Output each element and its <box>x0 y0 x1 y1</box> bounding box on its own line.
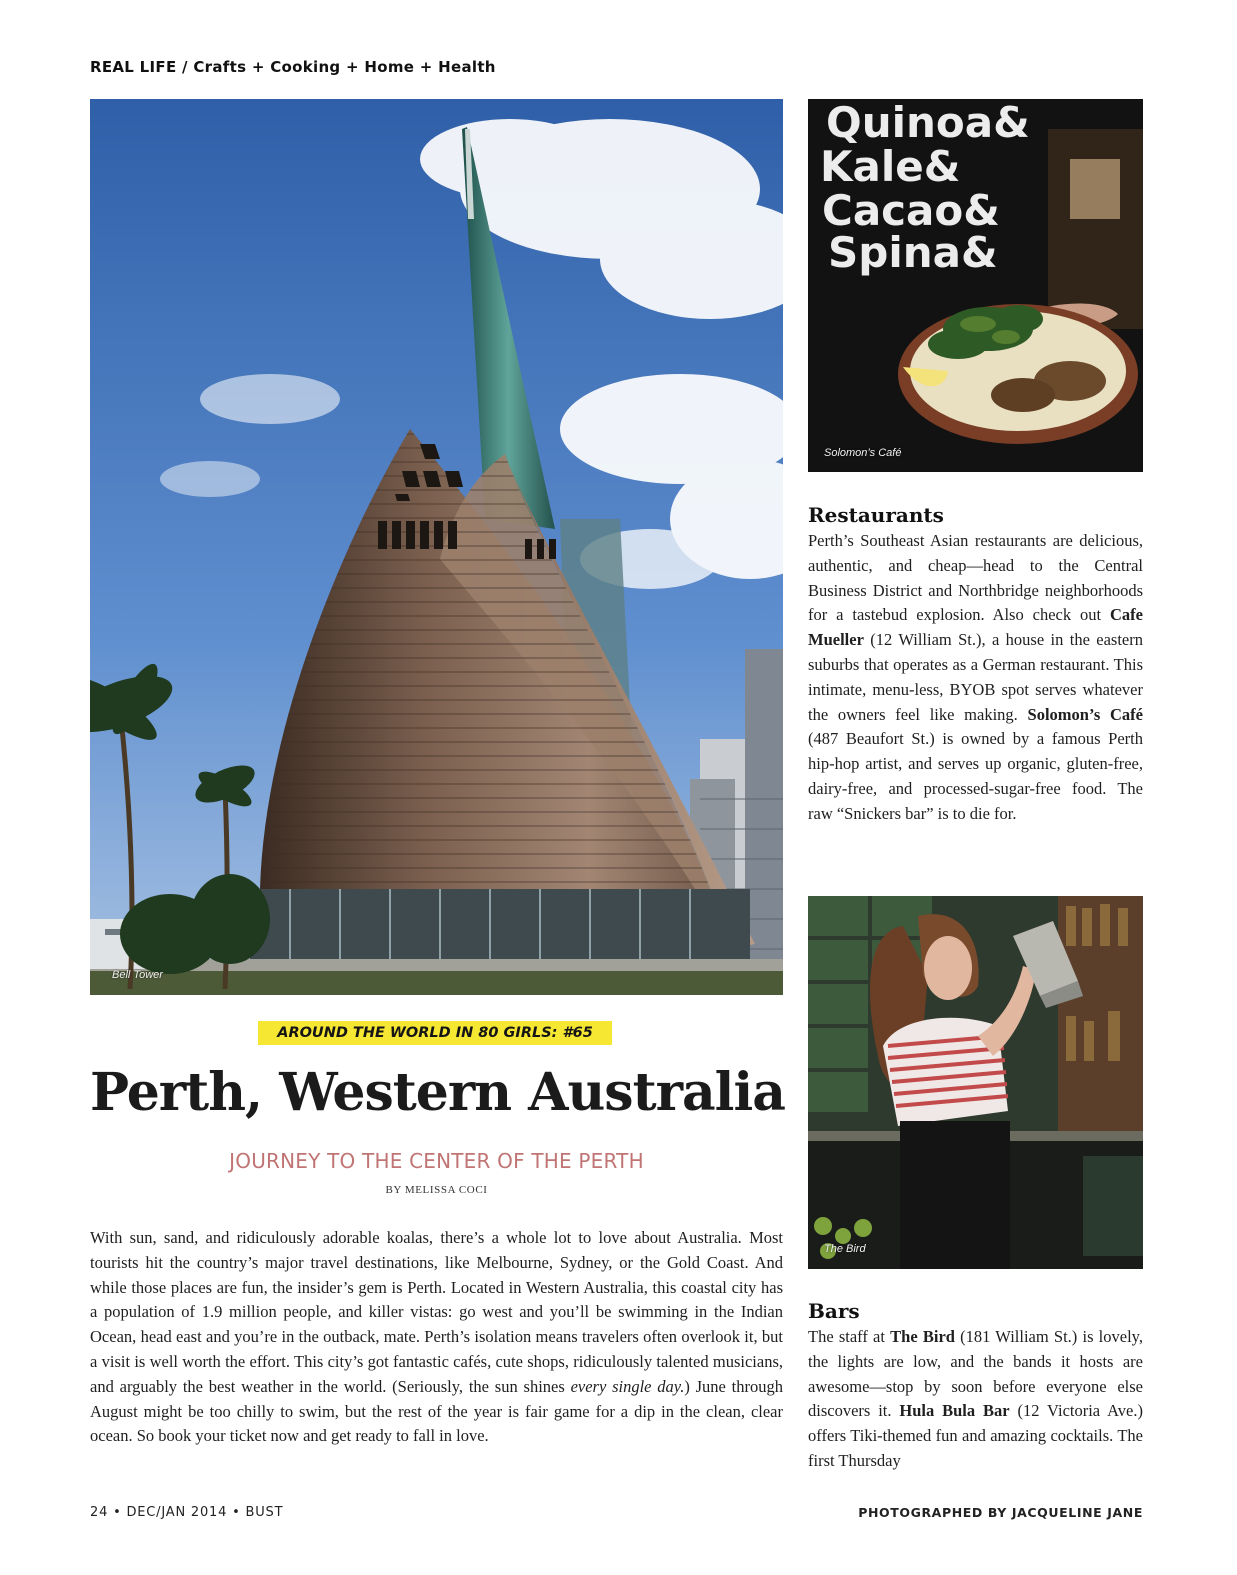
the-bird-name: The Bird <box>890 1327 955 1346</box>
bird-photo <box>808 896 1143 1269</box>
restaurants-text: Perth’s Southeast Asian restaurants are delicious, authentic, and cheap—head to the Central Business District and Northbridge neighborhoods for a tastebud explosion. Also check out Cafe Mueller (12 William St.), a house in the eastern suburbs that operates as a German restaurant. This intimate, menu-less, BYOB spot serves whatever the owners feel like making. Solomon’s Café (487 Beaufort St.) is owned by a famous Perth hip-hop artist, and serves up organic, gluten-free, dairy-free, and processed-sugar-free food. The raw “Snickers bar” is to die for. <box>808 531 1143 823</box>
shirt-line-2: Kale& <box>820 142 961 191</box>
hula-bula-bar-name: Hula Bula Bar <box>899 1401 1010 1421</box>
bell-tower-photo <box>90 99 783 995</box>
cafe-photo <box>808 99 1143 472</box>
deck: JOURNEY TO THE CENTER OF THE PERTH <box>229 1149 644 1173</box>
intro-paragraph: With sun, sand, and ridiculously adorable koalas, there’s a whole lot to love about Australia. Most tourists hit the country’s major travel destinations, like Melbourne, Sydney, or the Gold Coast. And while those places are fun, the insider’s gem is Perth. Located in Western Australia, this coastal city has a population of 1.9 million people, and killer vistas: go west and you’ll be swimming in the Indian Ocean, head east and you’re in the outback, mate. Perth’s isolation means travelers often overlook it, but a visit is well worth the effort. This city’s got fantastic cafés, cute shops, ridiculously talented musicians, and arguably the best weather in the world. (Seriously, the sun shines every single day.) June through August might be too chilly to swim, but the rest of the year is fair game for a dip in the clean, clear ocean. So book your ticket now and get ready to fall in love. <box>90 1228 784 1446</box>
intro-emphasis: every single day. <box>570 1376 685 1396</box>
bell-tower-illustration <box>90 99 783 995</box>
restaurants-heading: Restaurants <box>808 503 944 527</box>
bell-tower-caption: Bell Tower <box>112 969 163 981</box>
shirt-line-1: Quinoa& <box>826 99 1030 147</box>
headline: Perth, Western Australia <box>90 1062 785 1123</box>
solomons-cafe-name: Solomon’s Café <box>1027 704 1143 724</box>
cafe-caption: Solomon’s Café <box>824 447 902 459</box>
cafe-illustration <box>808 99 1143 472</box>
bird-caption: The Bird <box>824 1243 866 1255</box>
bird-illustration <box>808 896 1143 1269</box>
bars-text: The staff at The Bird (181 William St.) is lovely, the lights are low, and the bands it hosts are awesome—stop by soon before everyone else discovers it. Hula Bula Bar (12 Victoria Ave.) offers Tiki-themed fun and amazing cocktails. The first Thursday <box>808 1327 1143 1470</box>
photo-credit: PHOTOGRAPHED BY JACQUELINE JANE <box>858 1505 1143 1520</box>
bars-heading: Bars <box>808 1299 860 1323</box>
byline: BY MELISSA COCI <box>385 1184 488 1196</box>
section-label: REAL LIFE / Crafts + Cooking + Home + Health <box>90 58 496 76</box>
shirt-line-3: Cacao& <box>822 186 1000 235</box>
cafe-mueller-name: Cafe Mueller <box>808 605 1143 650</box>
shirt-line-4: Spina& <box>828 228 998 277</box>
series-label: AROUND THE WORLD IN 80 GIRLS: #65 <box>258 1021 612 1045</box>
page-info: 24 • DEC/JAN 2014 • BUST <box>90 1505 284 1520</box>
